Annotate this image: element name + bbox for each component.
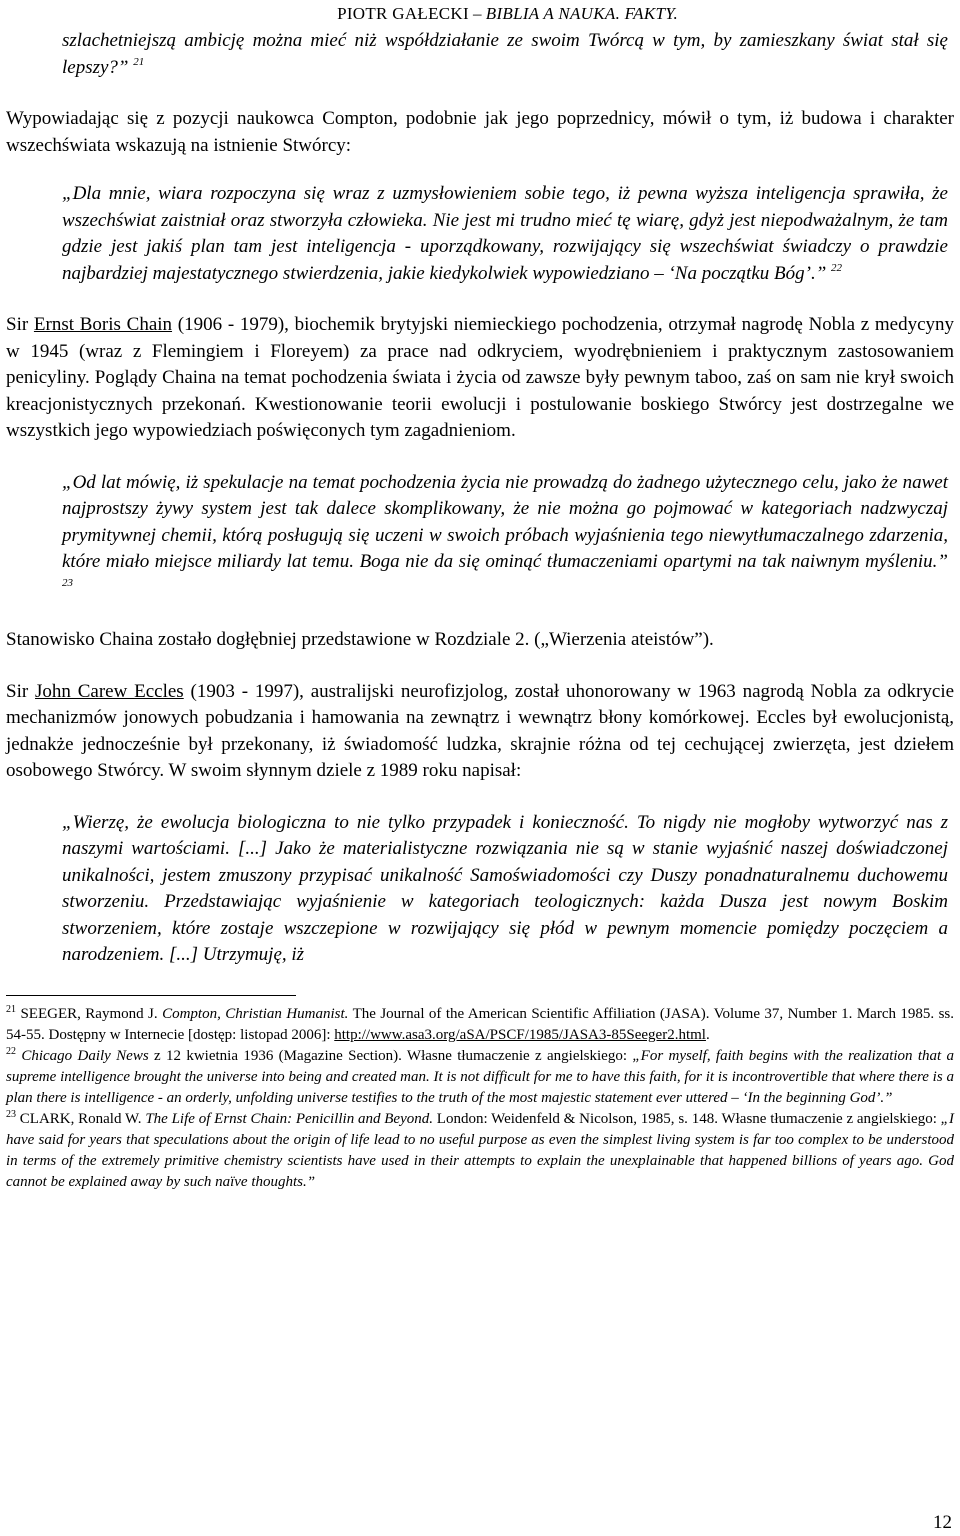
- quote-eccles: „Wierzę, że ewolucja biologiczna to nie tylko przypadek i konieczność. To nigdy nie mogłoby wytworzyć nas z naszymi wartościami. [...] Jako że materialistyczne rozwiązania nie są w stanie wyjaśnić naszej doświadczonej unikalności, jestem zmuszony przypisać unikalność Samoświadomości czy Duszy ponadnaturalnemu duchowemu stworzeniu. Przedstawiając wyjaśnienie w kategoriach teologicznych: każda Dusza jest nowym Boskim stworzeniem, które zostaje wszczepione w rozwijający się płód w pewnym momencie pomiędzy poczęciem a narodzeniem. [...] Utrzymuję, iż: [62, 811, 948, 965]
- paragraph-chain-reference: Stanowisko Chaina zostało dogłębniej przedstawione w Rozdziale 2. („Wierzenia ateistów”).: [6, 629, 714, 650]
- paragraph-compton: Wypowiadając się z pozycji naukowca Compton, podobnie jak jego poprzednicy, mówił o tym, iż budowa i charakter wszechświata wskazują na istnienie Stwórcy:: [6, 108, 954, 156]
- header-title: BIBLIA A NAUKA. FAKTY.: [485, 4, 678, 23]
- footnote-ref-23[interactable]: 23: [62, 576, 73, 589]
- link-ernst-boris-chain[interactable]: Ernst Boris Chain: [33, 314, 173, 335]
- footnote-ref-22[interactable]: 22: [831, 261, 843, 274]
- link-john-carew-eccles[interactable]: John Carew Eccles: [35, 680, 184, 702]
- footnote-22: $^{22}$ Chicago Daily News z 12 kwietnia 1936 (Magazine Section). Własne tłumaczenie z angielskiego: „For myself, faith begins with the realization that a supreme intelligence brought the universe into being and created man. It is not difficult for me to have this faith, for it is incontrovertible that where there is a plan there is intelligence - an orderly, unfolding universe testifies to the truth of the most majestic statement ever uttered – ‘In the beginning God’.”: [6, 1045, 955, 1106]
- quote-chain: „Od lat mówię, iż spekulacje na temat pochodzenia życia nie prowadzą do żadnego użytecznego celu, jako że nawet najprostszy żywy system jest tak dalece skomplikowany, że nie można go pojmować w kategoriach nadzwyczaj prymitywnej chemii, którą posługują się uczeni w swoich próbach wyjaśnienia tego niewytłumaczalnego zdarzenia, które miało miejsce miliardy lat temu. Boga nie da się ominąć tłumaczeniami opartymi na tak naiwnym myśleniu.” $^{23}$: [62, 471, 948, 589]
- paragraph-chain: Sir Ernst Boris Chain (1906 - 1979), biochemik brytyjski niemieckiego pochodzenia, otrzymał nagrodę Nobla z medycyny w 1945 (wraz z Flemingiem i Floreyem) za prace nad odkryciem, wyodrębnieniem i praktycznym zastosowaniem penicyliny. Poglądy Chaina na temat pochodzenia świata i życia od zawsze były pewnym taboo, zaś on sam nie krył swoich kreacjonistycznych przekonań. Kwestionowanie teorii ewolucji i postulowanie boskiego Stwórcy jest dostrzegalne we wszystkich jego wypowiedziach poświęconych tym zagadnieniom.: [6, 314, 955, 441]
- paragraph-eccles: Sir John Carew Eccles (1903 - 1997), australijski neurofizjolog, został uhonorowany w 1963 nagrodą Nobla za odkrycie mechanizmów jonowych pobudzania i hamowania na zewnątrz i wewnątrz błony komórkowej. Eccles był ewolucjonistą, jednakże jednocześnie był przekonany, iż świadomość ludzka, skrajnie różna od tej cechującej zwierzęta, jest dziełem osobowego Stwórcy. W swoim słynnym dziele z 1989 roku napisał:: [6, 680, 955, 781]
- header-separator: –: [472, 4, 482, 23]
- page-body: [6, 28, 954, 1193]
- footnote-21-link[interactable]: http://www.asa3.org/aSA/PSCF/1985/JASA3-85Seeger2.html: [334, 1026, 706, 1043]
- footnote-21: $^{21}$ SEEGER, Raymond J. Compton, Christian Humanist. The Journal of the American Scientific Affiliation (JASA). Volume 37, Number 1. March 1985. ss. 54-55. Dostępny w Internecie [dostęp: listopad 2006]: http://www.asa3.org/aSA/PSCF/1985/JASA3-85Seeger2.html.: [6, 1003, 955, 1043]
- quote-continuation: szlachetniejszą ambicję można mieć niż współdziałanie ze swoim Twórcą w tym, by zamieszkany świat stał się lepszy?” $^{21}$: [62, 30, 948, 78]
- footnote-separator: [6, 995, 296, 996]
- page-number: 12: [933, 1512, 952, 1533]
- running-header: [337, 4, 678, 24]
- footnote-ref-21[interactable]: 21: [133, 55, 145, 68]
- header-author: PIOTR GAŁECKI: [337, 4, 469, 23]
- quote-compton: „Dla mnie, wiara rozpoczyna się wraz z uzmysłowieniem sobie tego, iż pewna wyższa inteligencja sprawiła, że wszechświat zaistniał oraz stworzyła człowieka. Nie jest mi trudno mieć tę wiarę, gdyż jest niepodważalnym, że tam gdzie jest jakiś plan tam jest inteligencja - uporządkowany, rozwijający się wszechświat świadczy o prawdzie najbardziej majestatycznego stwierdzenia, jakie kiedykolwiek wypowiedziano – ‘Na początku Bóg’.” $^{22}$: [62, 183, 948, 284]
- footnote-23: $^{23}$ CLARK, Ronald W. The Life of Ernst Chain: Penicillin and Beyond. London: Weidenfeld & Nicolson, 1985, s. 148. Własne tłumaczenie z angielskiego: „I have said for years that speculations about the origin of life lead to no useful purpose as even the simplest living system is far too complex to be understood in terms of the extremely primitive chemistry scientists have used in their attempts to explain the unexplainable that happened billions of years ago. God cannot be explained away by such naïve thoughts.”: [6, 1108, 955, 1190]
